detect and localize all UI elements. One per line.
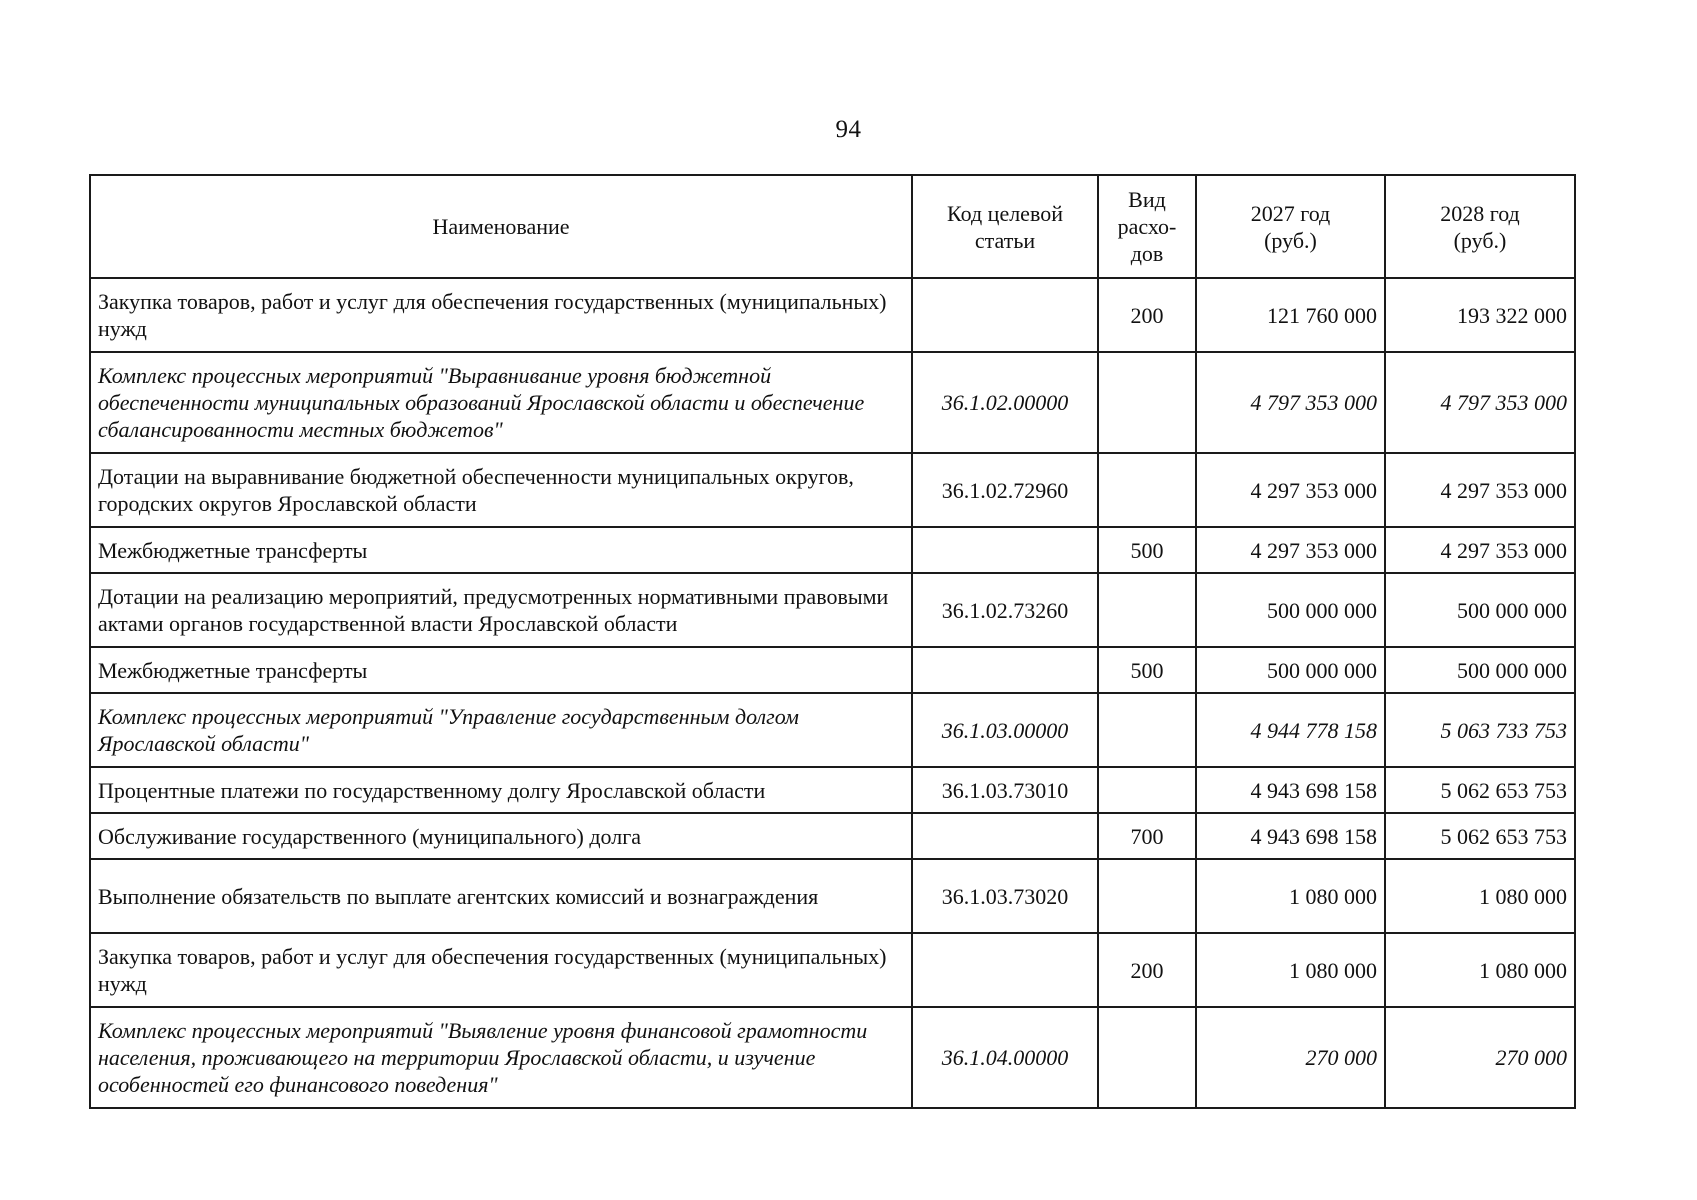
- cell-2028: 1 080 000: [1385, 933, 1575, 1007]
- cell-name: Комплекс процессных мероприятий "Выявление уровня финансовой грамотности населения, проживающего на территории Ярославской области, и изучение особенностей его финансового поведения": [90, 1007, 912, 1108]
- cell-name: Закупка товаров, работ и услуг для обеспечения государственных (муниципальных) нужд: [90, 933, 912, 1007]
- cell-2028: 4 297 353 000: [1385, 453, 1575, 527]
- cell-2027: 4 797 353 000: [1196, 352, 1385, 453]
- table-row: [90, 352, 1575, 453]
- cell-2028: 5 063 733 753: [1385, 693, 1575, 767]
- table-row: [90, 453, 1575, 527]
- cell-code: 36.1.02.00000: [912, 352, 1098, 453]
- table-row: [90, 573, 1575, 647]
- cell-type: [1098, 1007, 1196, 1108]
- cell-type: 200: [1098, 278, 1196, 352]
- page-number: 94: [835, 116, 862, 143]
- cell-type: [1098, 352, 1196, 453]
- cell-type: 500: [1098, 647, 1196, 693]
- cell-2027: 4 297 353 000: [1196, 453, 1385, 527]
- cell-2027: 1 080 000: [1196, 933, 1385, 1007]
- cell-type: [1098, 693, 1196, 767]
- cell-code: 36.1.04.00000: [912, 1007, 1098, 1108]
- cell-type: 500: [1098, 527, 1196, 573]
- cell-code: [912, 933, 1098, 1007]
- table-row: [90, 693, 1575, 767]
- cell-2028: 1 080 000: [1385, 859, 1575, 933]
- table-row: [90, 278, 1575, 352]
- header-name: Наименование: [90, 175, 912, 278]
- header-code: Код целевой статьи: [912, 175, 1098, 278]
- cell-2028: 4 797 353 000: [1385, 352, 1575, 453]
- cell-2027: 4 297 353 000: [1196, 527, 1385, 573]
- cell-code: 36.1.02.73260: [912, 573, 1098, 647]
- cell-type: 700: [1098, 813, 1196, 859]
- table-row: [90, 859, 1575, 933]
- cell-2027: 4 944 778 158: [1196, 693, 1385, 767]
- table-header-row: [90, 175, 1575, 278]
- cell-name: Процентные платежи по государственному долгу Ярославской области: [90, 767, 912, 813]
- cell-2028: 5 062 653 753: [1385, 767, 1575, 813]
- cell-type: [1098, 573, 1196, 647]
- cell-2027: 4 943 698 158: [1196, 813, 1385, 859]
- cell-2028: 270 000: [1385, 1007, 1575, 1108]
- cell-name: Выполнение обязательств по выплате агентских комиссий и вознаграждения: [90, 859, 912, 933]
- cell-name: Обслуживание государственного (муниципального) долга: [90, 813, 912, 859]
- cell-name: Межбюджетные трансферты: [90, 647, 912, 693]
- cell-code: [912, 813, 1098, 859]
- cell-code: 36.1.03.00000: [912, 693, 1098, 767]
- table-row: [90, 647, 1575, 693]
- table-row: [90, 813, 1575, 859]
- cell-name: Закупка товаров, работ и услуг для обеспечения государственных (муниципальных) нужд: [90, 278, 912, 352]
- table-row: [90, 933, 1575, 1007]
- cell-2027: 4 943 698 158: [1196, 767, 1385, 813]
- cell-type: [1098, 453, 1196, 527]
- cell-code: [912, 278, 1098, 352]
- header-2028: 2028 год (руб.): [1385, 175, 1575, 278]
- budget-table: [89, 174, 1576, 1109]
- cell-code: [912, 647, 1098, 693]
- cell-2027: 1 080 000: [1196, 859, 1385, 933]
- cell-2028: 5 062 653 753: [1385, 813, 1575, 859]
- cell-name: Дотации на выравнивание бюджетной обеспеченности муниципальных округов, городских округов Ярославской области: [90, 453, 912, 527]
- cell-name: Дотации на реализацию мероприятий, предусмотренных нормативными правовыми актами органов государственной власти Ярославской области: [90, 573, 912, 647]
- cell-2028: 500 000 000: [1385, 573, 1575, 647]
- cell-code: 36.1.02.72960: [912, 453, 1098, 527]
- cell-name: Комплекс процессных мероприятий "Выравнивание уровня бюджетной обеспеченности муниципальных образований Ярославской области и обеспечение сбалансированности местных бюджетов": [90, 352, 912, 453]
- header-type: Вид расхо- дов: [1098, 175, 1196, 278]
- header-2027: 2027 год (руб.): [1196, 175, 1385, 278]
- table-body: [90, 278, 1575, 1108]
- cell-type: [1098, 859, 1196, 933]
- cell-name: Комплекс процессных мероприятий "Управление государственным долгом Ярославской области": [90, 693, 912, 767]
- cell-type: [1098, 767, 1196, 813]
- table-row: [90, 527, 1575, 573]
- cell-type: 200: [1098, 933, 1196, 1007]
- cell-code: 36.1.03.73010: [912, 767, 1098, 813]
- cell-code: 36.1.03.73020: [912, 859, 1098, 933]
- cell-code: [912, 527, 1098, 573]
- cell-2028: 193 322 000: [1385, 278, 1575, 352]
- table-row: [90, 1007, 1575, 1108]
- cell-name: Межбюджетные трансферты: [90, 527, 912, 573]
- cell-2027: 500 000 000: [1196, 573, 1385, 647]
- cell-2028: 500 000 000: [1385, 647, 1575, 693]
- cell-2027: 500 000 000: [1196, 647, 1385, 693]
- cell-2027: 121 760 000: [1196, 278, 1385, 352]
- table-row: [90, 767, 1575, 813]
- cell-2028: 4 297 353 000: [1385, 527, 1575, 573]
- cell-2027: 270 000: [1196, 1007, 1385, 1108]
